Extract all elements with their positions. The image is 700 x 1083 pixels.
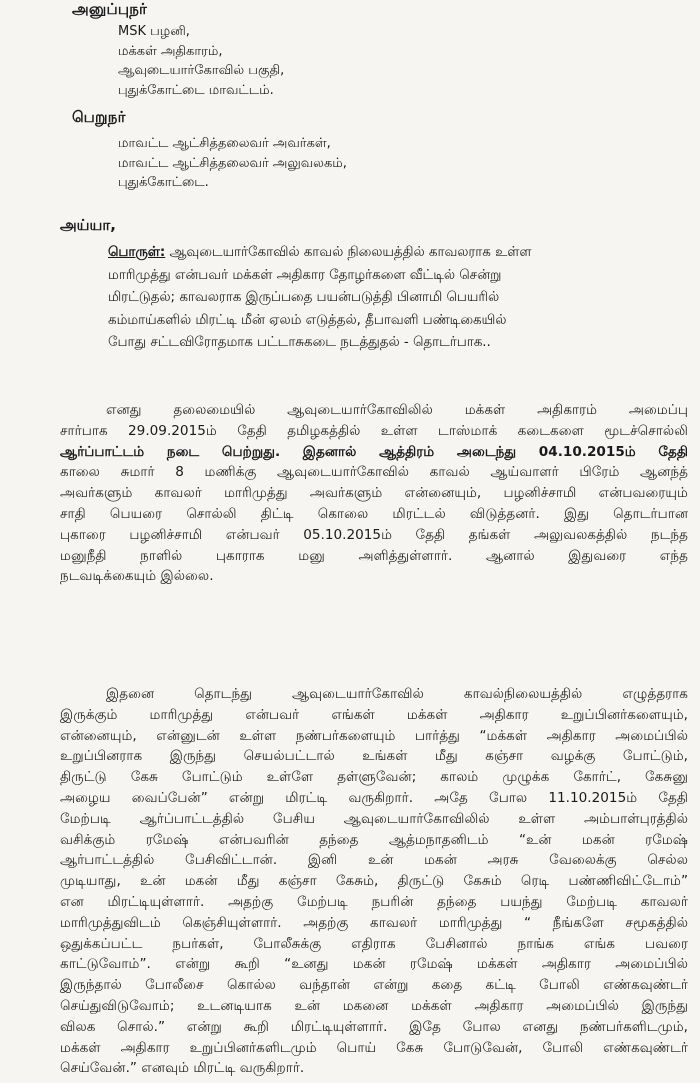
paragraph-line: எனது தலைமையில் ஆவுடையார்கோவிலில் மக்கள் அதிகாரம் அமைப்பு — [106, 402, 688, 418]
paragraph-line: மனுநீதி நாளில் புகாராக மனு அளித்துள்ளார். ஆனால் இதுவரை எந்த — [60, 547, 688, 564]
sender-line: ஆவுடையார்கோவில் பகுதி, — [118, 63, 285, 78]
paragraph-line: விலக சொல்.” என்று கூறி மிரட்டியுள்ளார். இதே போல எனது நண்பர்களிடமும், — [60, 1018, 688, 1035]
recipient-line: புதுக்கோட்டை. — [118, 175, 209, 190]
paragraph-line: காலை சுமார் 8 மணிக்கு ஆவுடையார்கோவில் காவல் ஆய்வாளர் பிரேம் ஆனந்த் — [60, 464, 688, 481]
paragraph-line: என்னையும், என்னுடன் உள்ள நண்பர்களையும் பார்த்து “மக்கள் அதிகார அமைப்பில் — [60, 727, 688, 744]
paragraph-line: முடியாது, உன் மகன் மீது கஞ்சா கேசும், திருட்டு கேசும் ரெடி பண்ணிவிட்டோம்” — [60, 873, 688, 890]
sender-address — [118, 22, 284, 100]
paragraph-line: செய்வேன்.” எனவும் மிரட்டி வருகிறார். — [60, 1060, 305, 1077]
subject-line-1 — [108, 242, 663, 265]
recipient-address — [118, 134, 347, 193]
subject-label: பொருள்: — [108, 245, 166, 260]
paragraph-line: திருட்டு கேசு போட்டும் உள்ளே தள்ளுவேன்; காலம் முழுக்க கோர்ட், கேசுனு — [60, 769, 688, 786]
sender-line: MSK பழனி, — [118, 24, 190, 39]
paragraph-line: வசிக்கும் ரமேஷ் என்பவரின் தந்தை ஆத்மநாதனிடம் “உன் மகன் ரமேஷ் — [60, 831, 688, 848]
paragraph-line: உறுப்பினராக இருந்து செயல்பட்டால் உங்கள் மீது கஞ்சா வழக்கு போட்டும், — [60, 748, 688, 765]
paragraph-line: புகாரை பழனிச்சாமி என்பவர் 05.10.2015ம் தேதி தங்கள் அலுவலகத்தில் நடந்த — [60, 526, 688, 543]
subject-line: மிரட்டுதல்; காவலராக இருப்பதை பயன்படுத்தி பினாமி பெயரில் — [108, 290, 500, 305]
paragraph-line: ஒதுக்கப்பட்ட நபர்கள், போலீசுக்கு எதிராக பேசினால் நாங்க எங்க பவரை — [60, 935, 688, 952]
sender-line: மக்கள் அதிகாரம், — [118, 43, 223, 59]
sender-heading: அனுப்புநர் — [72, 0, 148, 18]
subject-text: ஆவுடையார்கோவில் காவல் நிலையத்தில் காவலராக உள்ள — [169, 245, 532, 260]
subject-block — [108, 242, 663, 355]
paragraph-line: இதனை தொடந்து ஆவுடையார்கோவில் காவல்நிலையத்தில் எழுத்தராக — [106, 686, 688, 702]
recipient-heading: பெறுநர் — [72, 108, 126, 126]
paragraph-line: மாரிமுத்துவிடம் கெஞ்சியுள்ளார். அதற்கு காவலர் மாரிமுத்து “ நீங்களே சமூகத்தில் — [60, 914, 688, 931]
paragraph-line: இருந்தால் போலீசை கொல்ல வந்தான் என்று கதை கட்டி போலி எண்கவுண்டர் — [60, 977, 688, 994]
subject-line: கம்மாய்களில் மிரட்டி மீன் ஏலம் எடுத்தல், தீபாவளி பண்டிகையில் — [108, 312, 507, 328]
subject-line: மாரிமுத்து என்பவர் மக்கள் அதிகார தோழர்களை வீட்டில் சென்று — [108, 267, 502, 283]
paragraph-line: ஆர்ப்பாட்டம் நடை பெற்றுது. இதனால் ஆத்திரம் அடைந்து 04.10.2015ம் தேதி — [60, 443, 688, 460]
paragraph-line: அழைய வைப்பேன்” என்று மிரட்டி வருகிறார். அதே போல 11.10.2015ம் தேதி — [60, 789, 688, 806]
recipient-line: மாவட்ட ஆட்சித்தலைவர் அலுவலகம், — [118, 155, 347, 171]
paragraph-line: இருக்கும் மாரிமுத்து என்பவர் எங்கள் மக்கள் அதிகார உறுப்பினர்களையும், — [60, 706, 688, 723]
paragraph-line: ஆர்பாட்டத்தில் பேசிவிட்டான். இனி உன் மகன் அரசு வேலைக்கு செல்ல — [60, 852, 688, 869]
sender-line: புதுக்கோட்டை மாவட்டம். — [118, 82, 274, 98]
paragraph-line: செய்துவிடுவோம்; உடனடியாக உன் மகனை மக்கள் அதிகார அமைப்பில் இருந்து — [60, 997, 688, 1014]
paragraph-line: சாதி பெயரை சொல்லி திட்டி கொலை மிரட்டல் விடுத்தனர். இது தொடர்பான — [60, 505, 688, 522]
paragraph-line: மேற்படி ஆர்ப்பாட்டத்தில் பேசிய ஆவுடையார்கோவிலில் உள்ள அம்பாள்புரத்தில் — [60, 810, 688, 827]
salutation: அய்யா, — [60, 216, 116, 234]
body-paragraph-1 — [60, 400, 688, 587]
subject-line: போது சட்டவிரோதமாக பட்டாசுகடை நடத்துதல் - தொடர்பாக.. — [108, 335, 491, 350]
paragraph-line: என மிரட்டியுள்ளார். அதற்கு மேற்படி நபரின் தந்தை பயந்து மேற்படி காவலர் — [60, 893, 688, 910]
body-paragraph-2 — [60, 684, 688, 1079]
paragraph-line: அவர்களும் காவலர் மாரிமுத்து அவர்களும் என்னையும், பழனிச்சாமி என்பவரையும் — [60, 485, 688, 502]
paragraph-line: சார்பாக 29.09.2015ம் தேதி தமிழகத்தில் உள்ள டாஸ்மாக் கடைகளை மூடச்சொல்லி — [60, 422, 688, 439]
paragraph-line: காட்டுவோம்”. என்று கூறி “உனது மகன் ரமேஷ் மக்கள் அதிகார அமைப்பில் — [60, 956, 688, 973]
recipient-line: மாவட்ட ஆட்சித்தலைவர் அவர்கள், — [118, 136, 331, 151]
paragraph-line: மக்கள் அதிகார உறுப்பினர்களிடமும் பொய் கேசு போடுவேன், போலி எண்கவுண்டர் — [60, 1039, 688, 1056]
paragraph-line: நடவடிக்கையும் இல்லை. — [60, 568, 214, 585]
